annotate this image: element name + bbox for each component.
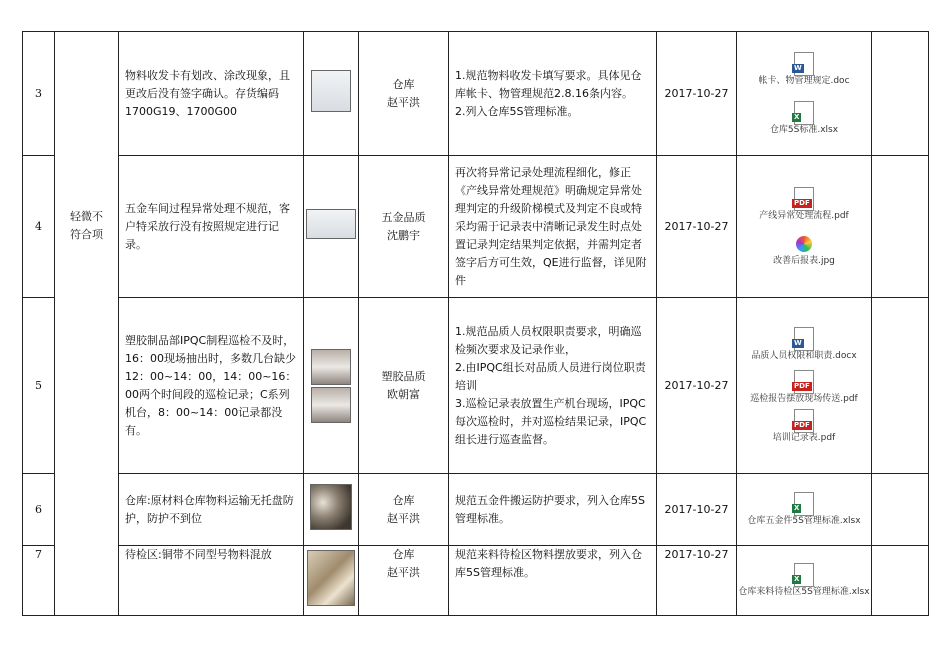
attachment-link[interactable] [737, 232, 871, 267]
row-number: 5 [23, 298, 55, 474]
issue-description: 待检区:铜带不同型号物料混放 [119, 546, 304, 616]
owner-cell [359, 474, 449, 546]
word-doc-icon: W [794, 327, 814, 351]
table-row [23, 474, 929, 546]
corrective-action: 1.规范物料收发卡填写要求。具体见仓库帐卡、物管理规范2.8.16条内容。 2.列入仓库5S管理标准。 [449, 32, 657, 156]
issue-description: 物料收发卡有划改、涂改现象，且更改后没有签字确认。存货编码1700G19、1700G00 [119, 32, 304, 156]
attachments-cell [737, 156, 872, 298]
owner-dept: 五金品质 [381, 210, 426, 224]
row-number: 7 [23, 546, 55, 616]
owner-name: 沈鹏宇 [387, 228, 420, 242]
attachment-label: 巡检报告摆放现场传送.pdf [750, 394, 858, 404]
corrective-action: 规范来料待检区物料摆放要求，列入仓库5S管理标准。 [449, 546, 657, 616]
owner-cell [359, 156, 449, 298]
attachments-cell [737, 546, 872, 616]
row-number: 6 [23, 474, 55, 546]
owner-name: 赵平洪 [387, 566, 420, 579]
issue-description: 仓库:原材料仓库物料运输无托盘防护，防护不到位 [119, 474, 304, 546]
completion-date: 2017-10-27 [657, 546, 737, 616]
blank-cell [872, 156, 929, 298]
attachment-link[interactable] [737, 187, 871, 222]
evidence-photo[interactable] [304, 156, 359, 298]
evidence-image[interactable] [311, 349, 351, 385]
category-label: 轻微不 符合项 [70, 210, 103, 241]
owner-dept: 仓库 [392, 493, 415, 507]
attachment-link[interactable] [737, 101, 871, 136]
pdf-icon: PDF [794, 187, 814, 211]
excel-icon: X [794, 101, 814, 125]
table-row [23, 32, 929, 156]
owner-name: 赵平洪 [387, 95, 420, 109]
evidence-photo[interactable] [304, 298, 359, 474]
completion-date: 2017-10-27 [657, 474, 737, 546]
attachment-link[interactable] [737, 563, 871, 598]
owner-name: 欧朝富 [387, 387, 420, 401]
pdf-icon: PDF [794, 409, 814, 433]
table-row [23, 156, 929, 298]
excel-icon: X [794, 492, 814, 516]
evidence-image[interactable] [307, 550, 355, 606]
corrective-action-table [22, 31, 929, 616]
attachment-label: 帐卡、物管理规定.doc [758, 75, 850, 86]
corrective-action: 再次将异常记录处理流程细化，修正《产线异常处理规范》明确规定异常处理判定的升级阶梯模式及判定不良或特采均需于记录表中清晰记录发生时点处置记录判定结果判定依据，并需判定者签字后方可生效，QE进行监督，详见附件 [449, 156, 657, 298]
owner-dept: 塑胶品质 [381, 369, 426, 383]
attachment-label: 培训记录表.pdf [772, 433, 836, 443]
attachments-cell [737, 32, 872, 156]
blank-cell [872, 474, 929, 546]
image-icon [794, 232, 814, 256]
owner-cell [359, 546, 449, 616]
owner-cell [359, 32, 449, 156]
owner-dept: 仓库 [392, 77, 415, 91]
attachment-link[interactable] [737, 492, 871, 527]
attachment-link[interactable] [737, 52, 871, 87]
owner-cell [359, 298, 449, 474]
corrective-action: 1.规范品质人员权限职责要求，明确巡检频次要求及记录作业， 2.由IPQC组长对品质人员进行岗位职责培训 3.巡检记录表放置生产机台现场，IPQC每次巡检时，并对巡检结果记录，IPQC组长进行巡查监督。 [449, 298, 657, 474]
attachment-link[interactable] [737, 409, 871, 444]
category-cell [55, 32, 119, 616]
attachments-cell [737, 474, 872, 546]
corrective-action: 规范五金件搬运防护要求，列入仓库5S管理标准。 [449, 474, 657, 546]
attachment-label: 仓库5S标准.xlsx [769, 124, 839, 135]
row-number: 4 [23, 156, 55, 298]
evidence-image[interactable] [311, 70, 351, 112]
row-number: 3 [23, 32, 55, 156]
issue-description: 塑胶制品部IPQC制程巡检不及时，16：00现场抽出时，多数几台缺少12：00~14：00，14：00~16：00两个时间段的巡检记录；C系列机台，8：00~14：00记录都没有。 [119, 298, 304, 474]
evidence-image[interactable] [306, 209, 356, 239]
completion-date: 2017-10-27 [657, 32, 737, 156]
table-row [23, 546, 929, 616]
blank-cell [872, 298, 929, 474]
attachment-label: 仓库五金件5S管理标准.xlsx [747, 516, 861, 526]
attachment-link[interactable] [737, 327, 871, 362]
blank-cell [872, 546, 929, 616]
attachments-cell [737, 298, 872, 474]
attachment-label: 产线异常处理流程.pdf [759, 210, 849, 221]
pdf-icon: PDF [794, 370, 814, 394]
evidence-image[interactable] [311, 387, 351, 423]
completion-date: 2017-10-27 [657, 156, 737, 298]
owner-name: 赵平洪 [387, 511, 420, 525]
table-row [23, 298, 929, 474]
attachment-label: 改善后报表.jpg [773, 255, 835, 266]
word-doc-icon: W [794, 52, 814, 76]
evidence-image[interactable] [310, 484, 352, 530]
excel-icon: X [794, 563, 814, 587]
owner-dept: 仓库 [392, 548, 415, 561]
completion-date: 2017-10-27 [657, 298, 737, 474]
evidence-photo[interactable] [304, 546, 359, 616]
evidence-photo[interactable] [304, 474, 359, 546]
attachment-label: 品质人员权限和职责.docx [751, 351, 857, 361]
evidence-photo[interactable] [304, 32, 359, 156]
attachment-link[interactable] [737, 370, 871, 405]
blank-cell [872, 32, 929, 156]
issue-description: 五金车间过程异常处理不规范，客户特采放行没有按照规定进行记录。 [119, 156, 304, 298]
attachment-label: 仓库来料待检区5S管理标准.xlsx [738, 587, 870, 597]
